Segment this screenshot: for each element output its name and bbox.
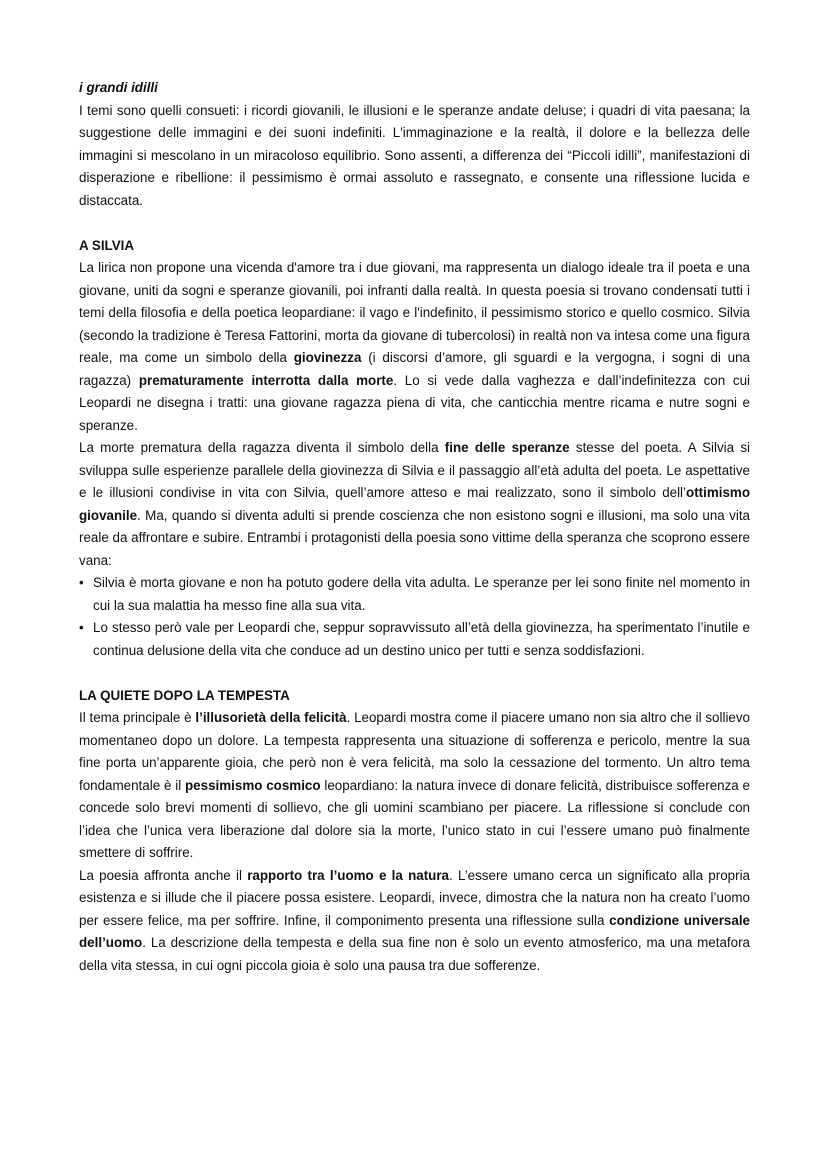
list-item: • Silvia è morta giovane e non ha potuto godere della vita adulta. Le speranze per lei sono finite nel momento in cui la sua malattia ha messo fine alla sua vita. xyxy=(79,572,750,617)
bold-text-run: fine delle speranze xyxy=(444,440,570,455)
text-run: I temi sono quelli consueti: i ricordi giovanili, le illusioni e le speranze andate deluse; i quadri di vita paesana; la suggestione delle immagini e dei suoni indefiniti. L'immaginazione e la realtà, il dolore e la bellezza delle immagini si mescolano in un miracoloso equilibrio. Sono assenti, a differenza dei “Piccoli idilli”, manifestazioni di disperazione e ribellione: il pessimismo è ormai assoluto e rassegnato, e consente una riflessione lucida e distaccata. xyxy=(79,102,750,208)
text-run: La poesia affronta anche il xyxy=(79,867,248,883)
text-run: La morte prematura della ragazza diventa il simbolo della xyxy=(79,440,445,455)
section-spacer xyxy=(79,212,750,235)
bold-text-run: prematuramente interrotta dalla morte xyxy=(138,372,394,388)
bold-text-run: l’illusorietà della felicità xyxy=(195,710,347,725)
bold-text-run: ottimismo giovanile xyxy=(79,485,750,523)
bullet-list xyxy=(79,572,750,662)
paragraph-quiete-2 xyxy=(79,865,750,978)
text-run: stesse del poeta. A Silvia si sviluppa sulle esperienze parallele della giovinezza di Silvia e il passaggio all’età adulta del poeta. Le aspettative e le illusioni condivise in vita con Silvia, quell’amore atteso e mai realizzato, sono il simbolo dell’ xyxy=(79,440,750,500)
text-run: . L’essere umano cerca un significato alla propria esistenza e si illude che il piacere possa esistere. Leopardi, invece, dimostra che la natura non ha creato l’uomo per essere felice, ma per soffrire. Infine, il componimento presenta una riflessione sulla xyxy=(79,867,750,928)
bold-text-run: giovinezza xyxy=(293,350,362,365)
text-run: leopardiano: la natura invece di donare felicità, distribuisce sofferenza e concede solo brevi momenti di sollievo, che gli uomini scambiano per piacere. La riflessione si conclude con l’idea che l’unica vera liberazione dal dolore sia la morte, l’unico stato in cui l’essere umano può finalmente smettere di soffrire. xyxy=(79,777,750,860)
paragraph-quiete-1 xyxy=(79,707,750,865)
list-item: • Lo stesso però vale per Leopardi che, seppur sopravvissuto all’età della giovinezza, ha sperimentato l’inutile e continua delusione della vita che conduce ad un destino unico per tutti e senza soddisfazioni. xyxy=(79,617,750,662)
paragraph-a-silvia-2 xyxy=(79,437,750,572)
paragraph-grandi-idilli xyxy=(79,100,750,213)
text-run: . La descrizione della tempesta e della sua fine non è solo un evento atmosferico, ma una metafora della vita stessa, in cui ogni piccola gioia è solo una pausa tra due sofferenze. xyxy=(79,935,750,973)
section-title-grandi-idilli: i grandi idilli xyxy=(79,80,158,95)
bold-text-run: pessimismo cosmico xyxy=(185,777,321,793)
bold-text-run: condizione universale dell’uomo xyxy=(79,912,750,950)
text-run: . Ma, quando si diventa adulti si prende coscienza che non esistono sogni e illusioni, ma solo una vita reale da affrontare e subire. Entrambi i protagonisti della poesia sono vittime della speranza che scoprono essere vana: xyxy=(79,507,750,568)
text-run: . Lo si vede dalla vaghezza e dall’indefinitezza con cui Leopardi ne disegna i tratti: una giovane ragazza piena di vita, che canticchia mentre ricama e nutre sogni e speranze. xyxy=(79,372,750,433)
text-run: . Leopardi mostra come il piacere umano non sia altro che il sollievo momentaneo dopo un dolore. La tempesta rappresenta una situazione di sofferenza e pericolo, mentre la sua fine porta un’apparente gioia, che però non è vera felicità, ma solo la cessazione del tormento. Un altro tema fondamentale è il xyxy=(79,710,751,793)
section-spacer xyxy=(79,662,750,685)
text-run: Il tema principale è xyxy=(79,710,196,725)
section-title-a-silvia: A SILVIA xyxy=(79,237,135,253)
paragraph-a-silvia-1 xyxy=(79,257,750,437)
text-run: La lirica non propone una vicenda d'amore tra i due giovani, ma rappresenta un dialogo ideale tra il poeta e una giovane, uniti da sogni e speranze giovanili, poi infranti dalla realtà. In questa poesia si trovano condensati tutti i temi della filosofia e della poetica leopardiane: il vago e l'indefinito, il pessimismo storico e quello cosmico. Silvia (secondo la tradizione è Teresa Fattorini, morta da giovane di tubercolosi) in realtà non va intesa come una figura reale, ma come un simbolo della xyxy=(79,260,750,365)
bold-text-run: rapporto tra l’uomo e la natura xyxy=(247,867,450,883)
text-run: (i discorsi d’amore, gli sguardi e la vergogna, i sogni di una ragazza) xyxy=(79,350,750,388)
section-title-quiete-dopo-tempesta: LA QUIETE DOPO LA TEMPESTA xyxy=(79,687,290,703)
